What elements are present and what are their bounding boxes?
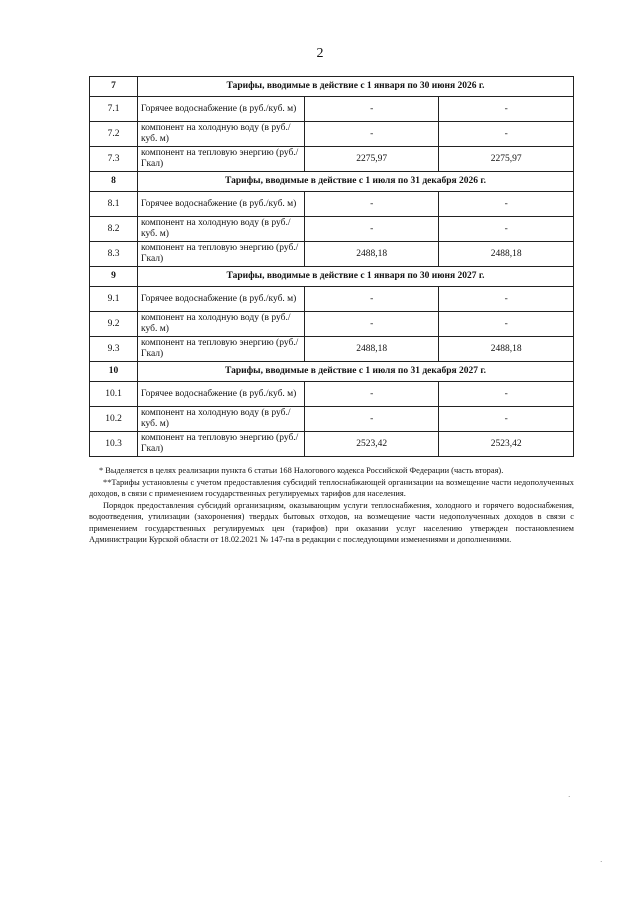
row-value-1: - xyxy=(305,382,439,407)
section-title: Тарифы, вводимые в действие с 1 января по 30 июня 2027 г. xyxy=(138,267,574,287)
table-row xyxy=(90,382,574,407)
row-number: 8.2 xyxy=(90,217,138,242)
tariff-table-body xyxy=(90,77,574,457)
row-value-2: - xyxy=(439,217,574,242)
row-number: 7.3 xyxy=(90,147,138,172)
row-value-1: - xyxy=(305,287,439,312)
table-row xyxy=(90,97,574,122)
row-label: Горячее водоснабжение (в руб./куб. м) xyxy=(138,97,305,122)
section-header-row xyxy=(90,267,574,287)
row-value-1: - xyxy=(305,122,439,147)
row-number: 10.1 xyxy=(90,382,138,407)
row-number: 8.1 xyxy=(90,192,138,217)
scan-speck: · xyxy=(568,793,571,801)
row-value-1: - xyxy=(305,97,439,122)
section-number: 8 xyxy=(90,172,138,192)
row-label: компонент на тепловую энергию (руб./Гкал) xyxy=(138,242,305,267)
row-label: Горячее водоснабжение (в руб./куб. м) xyxy=(138,192,305,217)
section-title: Тарифы, вводимые в действие с 1 июля по 31 декабря 2026 г. xyxy=(138,172,574,192)
page-number: 2 xyxy=(316,46,324,61)
row-number: 9.3 xyxy=(90,337,138,362)
subsidy-procedure-paragraph: Порядок предоставления субсидий организациям, оказывающим услуги теплоснабжения, холодного и горячего водоснабжения, водоотведения, утилизации (захоронения) твердых бытовых отходов, на возмещение части недополученных доходов в связи с применением государственных регулируемых цен (тарифов) при оказании услуг населению утвержден постановлением Администрации Курской области от 18.02.2021 № 147-па в редакции с последующими изменениями и дополнениями. xyxy=(89,500,574,544)
row-value-1: 2275,97 xyxy=(305,147,439,172)
table-row xyxy=(90,192,574,217)
notes-block xyxy=(89,465,574,546)
row-value-2: - xyxy=(439,287,574,312)
row-value-2: - xyxy=(439,97,574,122)
row-value-2: 2488,18 xyxy=(439,242,574,267)
row-number: 10.2 xyxy=(90,407,138,432)
tariff-table xyxy=(89,76,574,457)
scan-speck: · xyxy=(600,858,603,866)
section-number: 10 xyxy=(90,362,138,382)
row-value-1: - xyxy=(305,407,439,432)
row-number: 9.1 xyxy=(90,287,138,312)
row-value-2: - xyxy=(439,312,574,337)
row-label: компонент на тепловую энергию (руб./Гкал) xyxy=(138,432,305,457)
row-value-2: - xyxy=(439,407,574,432)
row-value-2: 2488,18 xyxy=(439,337,574,362)
row-label: компонент на холодную воду (в руб./куб. м) xyxy=(138,407,305,432)
row-label: компонент на тепловую энергию (руб./Гкал) xyxy=(138,337,305,362)
row-label: Горячее водоснабжение (в руб./куб. м) xyxy=(138,382,305,407)
row-value-2: 2523,42 xyxy=(439,432,574,457)
row-value-2: 2275,97 xyxy=(439,147,574,172)
table-row xyxy=(90,122,574,147)
table-row xyxy=(90,337,574,362)
section-header-row xyxy=(90,362,574,382)
row-number: 10.3 xyxy=(90,432,138,457)
row-value-1: - xyxy=(305,192,439,217)
footnote-vat: * Выделяется в целях реализации пункта 6 статьи 168 Налогового кодекса Российской Федерации (часть вторая). xyxy=(99,466,504,475)
table-row xyxy=(90,407,574,432)
section-number: 9 xyxy=(90,267,138,287)
row-value-1: - xyxy=(305,312,439,337)
row-label: компонент на холодную воду (в руб./куб. м) xyxy=(138,122,305,147)
section-header-row xyxy=(90,77,574,97)
row-number: 7.2 xyxy=(90,122,138,147)
table-row xyxy=(90,312,574,337)
row-value-1: 2523,42 xyxy=(305,432,439,457)
row-value-2: - xyxy=(439,192,574,217)
row-label: компонент на холодную воду (в руб./куб. м) xyxy=(138,312,305,337)
row-number: 7.1 xyxy=(90,97,138,122)
table-row xyxy=(90,217,574,242)
row-value-2: - xyxy=(439,382,574,407)
section-title: Тарифы, вводимые в действие с 1 января по 30 июня 2026 г. xyxy=(138,77,574,97)
row-number: 9.2 xyxy=(90,312,138,337)
row-label: компонент на тепловую энергию (руб./Гкал) xyxy=(138,147,305,172)
table-row xyxy=(90,242,574,267)
row-value-1: 2488,18 xyxy=(305,242,439,267)
row-value-2: - xyxy=(439,122,574,147)
footnote-subsidy: **Тарифы установлены с учетом предоставления субсидий теплоснабжающей организации на возмещение части недополученных доходов, в связи с применением государственных регулируемых тарифов для населения. xyxy=(89,477,574,498)
section-header-row xyxy=(90,172,574,192)
row-value-1: 2488,18 xyxy=(305,337,439,362)
table-row xyxy=(90,432,574,457)
row-value-1: - xyxy=(305,217,439,242)
row-number: 8.3 xyxy=(90,242,138,267)
row-label: компонент на холодную воду (в руб./куб. м) xyxy=(138,217,305,242)
table-row xyxy=(90,287,574,312)
table-row xyxy=(90,147,574,172)
row-label: Горячее водоснабжение (в руб./куб. м) xyxy=(138,287,305,312)
section-title: Тарифы, вводимые в действие с 1 июля по 31 декабря 2027 г. xyxy=(138,362,574,382)
section-number: 7 xyxy=(90,77,138,97)
